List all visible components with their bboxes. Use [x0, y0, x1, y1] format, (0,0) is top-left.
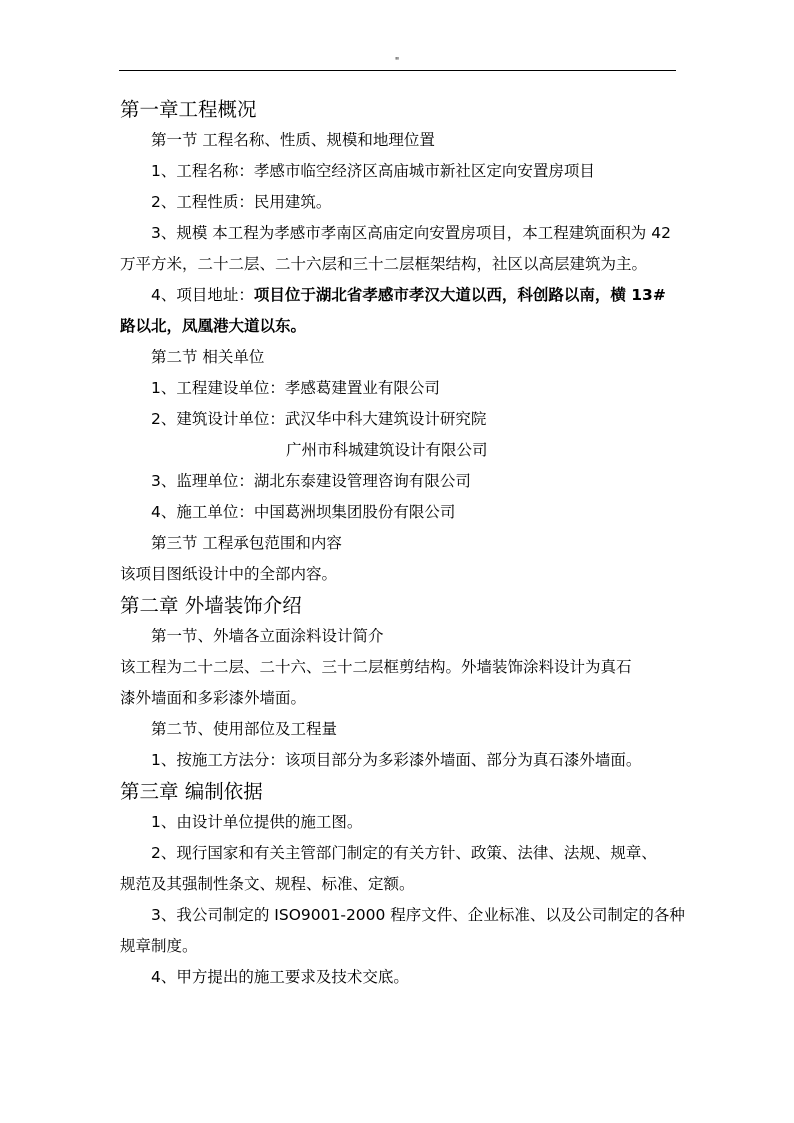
project-address-line-1	[120, 280, 680, 311]
design-unit: 2、建筑设计单位：武汉华中科大建筑设计研究院	[151, 410, 487, 428]
contract-scope: 该项目图纸设计中的全部内容。	[120, 565, 338, 583]
document-body	[120, 94, 685, 993]
basis-item-2-line-2: 规范及其强制性条文、规程、标准、定额。	[120, 875, 415, 893]
section-1-1-title: 第一节 工程名称、性质、规模和地理位置	[151, 131, 435, 149]
facade-design-line-2: 漆外墙面和多彩漆外墙面。	[120, 689, 307, 707]
header-rule	[119, 70, 676, 71]
construction-method: 1、按施工方法分：该项目部分为多彩漆外墙面、部分为真石漆外墙面。	[151, 751, 642, 769]
design-unit-2: 广州市科城建筑设计有限公司	[286, 441, 488, 459]
basis-item-4: 4、甲方提出的施工要求及技术交底。	[151, 968, 409, 986]
project-scale-line-2: 万平方米，二十二层、二十六层和三十二层框架结构，社区以高层建筑为主。	[120, 255, 648, 273]
contractor-unit: 4、施工单位：中国葛洲坝集团股份有限公司	[151, 503, 456, 521]
basis-item-2-line-1: 2、现行国家和有关主管部门制定的有关方针、政策、法律、法规、规章、	[151, 844, 657, 862]
project-nature: 2、工程性质：民用建筑。	[151, 193, 332, 211]
section-1-2-title: 第二节 相关单位	[151, 348, 265, 366]
project-address-text: 项目位于湖北省孝感市孝汉大道以西，科创路以南，横 13#	[253, 286, 666, 304]
basis-item-3-line-2: 规章制度。	[120, 937, 198, 955]
facade-design-line-1: 该工程为二十二层、二十六、三十二层框剪结构。外墙装饰涂料设计为真石	[120, 658, 632, 676]
project-name: 1、工程名称：孝感市临空经济区高庙城市新社区定向安置房项目	[151, 162, 595, 180]
section-1-3-title: 第三节 工程承包范围和内容	[151, 534, 342, 552]
project-scale-line-1: 3、规模 本工程为孝感市孝南区高庙定向安置房项目，本工程建筑面积为 42	[151, 224, 671, 242]
section-2-1-title: 第一节、外墙各立面涂料设计简介	[151, 627, 384, 645]
basis-item-3-line-1: 3、我公司制定的 ISO9001-2000 程序文件、企业标准、以及公司制定的各种	[151, 906, 685, 924]
chapter-2-title: 第二章 外墙装饰介绍	[120, 594, 302, 617]
chapter-3-title: 第三章 编制依据	[120, 780, 263, 803]
construction-unit: 1、工程建设单位：孝感葛建置业有限公司	[151, 379, 440, 397]
project-address-label: 4、项目地址：	[151, 286, 254, 304]
header-mark: "	[394, 56, 400, 67]
project-address-line-2: 路以北，凤凰港大道以东。	[120, 317, 307, 335]
chapter-1-title: 第一章工程概况	[120, 98, 257, 121]
supervision-unit: 3、监理单位：湖北东泰建设管理咨询有限公司	[151, 472, 471, 490]
section-2-2-title: 第二节、使用部位及工程量	[151, 720, 338, 738]
basis-item-1: 1、由设计单位提供的施工图。	[151, 813, 363, 831]
